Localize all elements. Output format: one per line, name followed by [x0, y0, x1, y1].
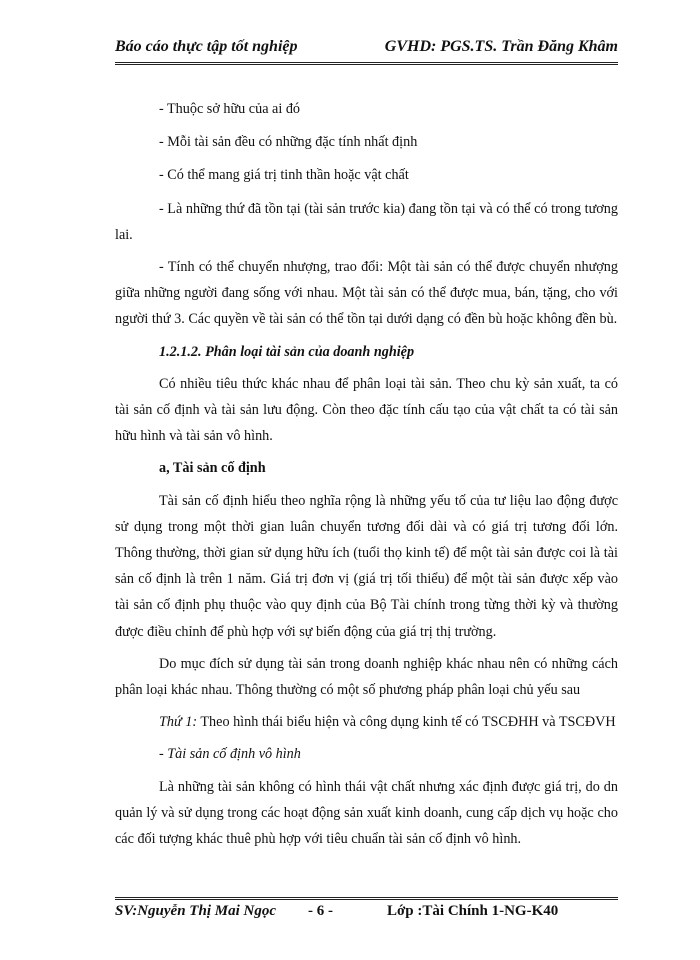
student-name: SV:Nguyễn Thị Mai Ngọc: [115, 903, 276, 919]
intangible-heading: - Tài sản cố định vô hình: [159, 746, 301, 763]
first-label: Thứ 1:: [159, 714, 198, 731]
header-divider: [115, 62, 618, 65]
bullet-item: - Có thể mang giá trị tinh thần hoặc vật chất: [159, 167, 409, 184]
document-body: [115, 96, 618, 858]
first-text: Theo hình thái biểu hiện và công dụng kinh tế có TSCĐHH và TSCĐVH: [197, 714, 616, 731]
page-number: - 6 -: [308, 903, 333, 919]
paragraph-first-method: [115, 709, 618, 735]
footer-divider: [115, 897, 618, 900]
page-header: [115, 38, 618, 56]
supervisor: GVHD: PGS.TS. Trần Đăng Khâm: [384, 38, 618, 55]
paragraph: Là những tài sản không có hình thái vật chất nhưng xác định được giá trị, do dn quản lý và sử dụng trong các hoạt động sản xuất kinh doanh, cung cấp dịch vụ hoặc cho các đối tượng khác thuê phù hợp với tiêu chuẩn tài sản cố định vô hình.: [115, 778, 618, 848]
paragraph: Do mục đích sử dụng tài sản trong doanh nghiệp khác nhau nên có những cách phân loại khác nhau. Thông thường có một số phương pháp phân loại chủ yếu sau: [115, 655, 618, 699]
bullet-item: - Tính có thể chuyển nhượng, trao đổi: Một tài sản có thể được chuyển nhượng giữa những người đang sống với nhau. Một tài sản có thể được mua, bán, tặng, cho với người thứ 3. Các quyền về tài sản có thể tồn tại dưới dạng có đền bù hoặc không đền bù.: [115, 259, 618, 328]
paragraph: Có nhiều tiêu thức khác nhau để phân loại tài sản. Theo chu kỳ sản xuất, ta có tài sản cố định và tài sản lưu động. Còn theo đặc tính cấu tạo của vật chất ta có tài sản hữu hình và tài sản vô hình.: [115, 375, 618, 445]
bullet-item: - Mỗi tài sản đều có những đặc tính nhất định: [159, 134, 418, 151]
bullet-item: - Thuộc sở hữu của ai đó: [159, 101, 301, 117]
paragraph: Tài sản cố định hiểu theo nghĩa rộng là những yếu tố của tư liệu lao động được sử dụng trong một thời gian luân chuyển tương đối dài và có giá trị tương đối lớn. Thông thường, thời gian sử dụng hữu ích (tuổi thọ kinh tế) để một tài sản được coi là tài sản cố định là trên 1 năm. Giá trị đơn vị (giá trị tối thiểu) để một tài sản được xếp vào tài sản cố định phụ thuộc vào quy định của Bộ Tài chính trong từng thời kỳ và thường được điều chỉnh để phù hợp với sự biến động của giá trị thị trường.: [115, 492, 618, 640]
class-name: Lớp :Tài Chính 1-NG-K40: [387, 903, 559, 919]
bullet-item: - Là những thứ đã tồn tại (tài sản trước kia) đang tồn tại và có thể có trong tương lai.: [115, 200, 618, 243]
section-heading: a, Tài sản cố định: [159, 460, 266, 477]
subsection-heading: 1.2.1.2. Phân loại tài sản của doanh nghiệp: [159, 343, 415, 360]
report-title: Báo cáo thực tập tốt nghiệp: [115, 38, 298, 55]
